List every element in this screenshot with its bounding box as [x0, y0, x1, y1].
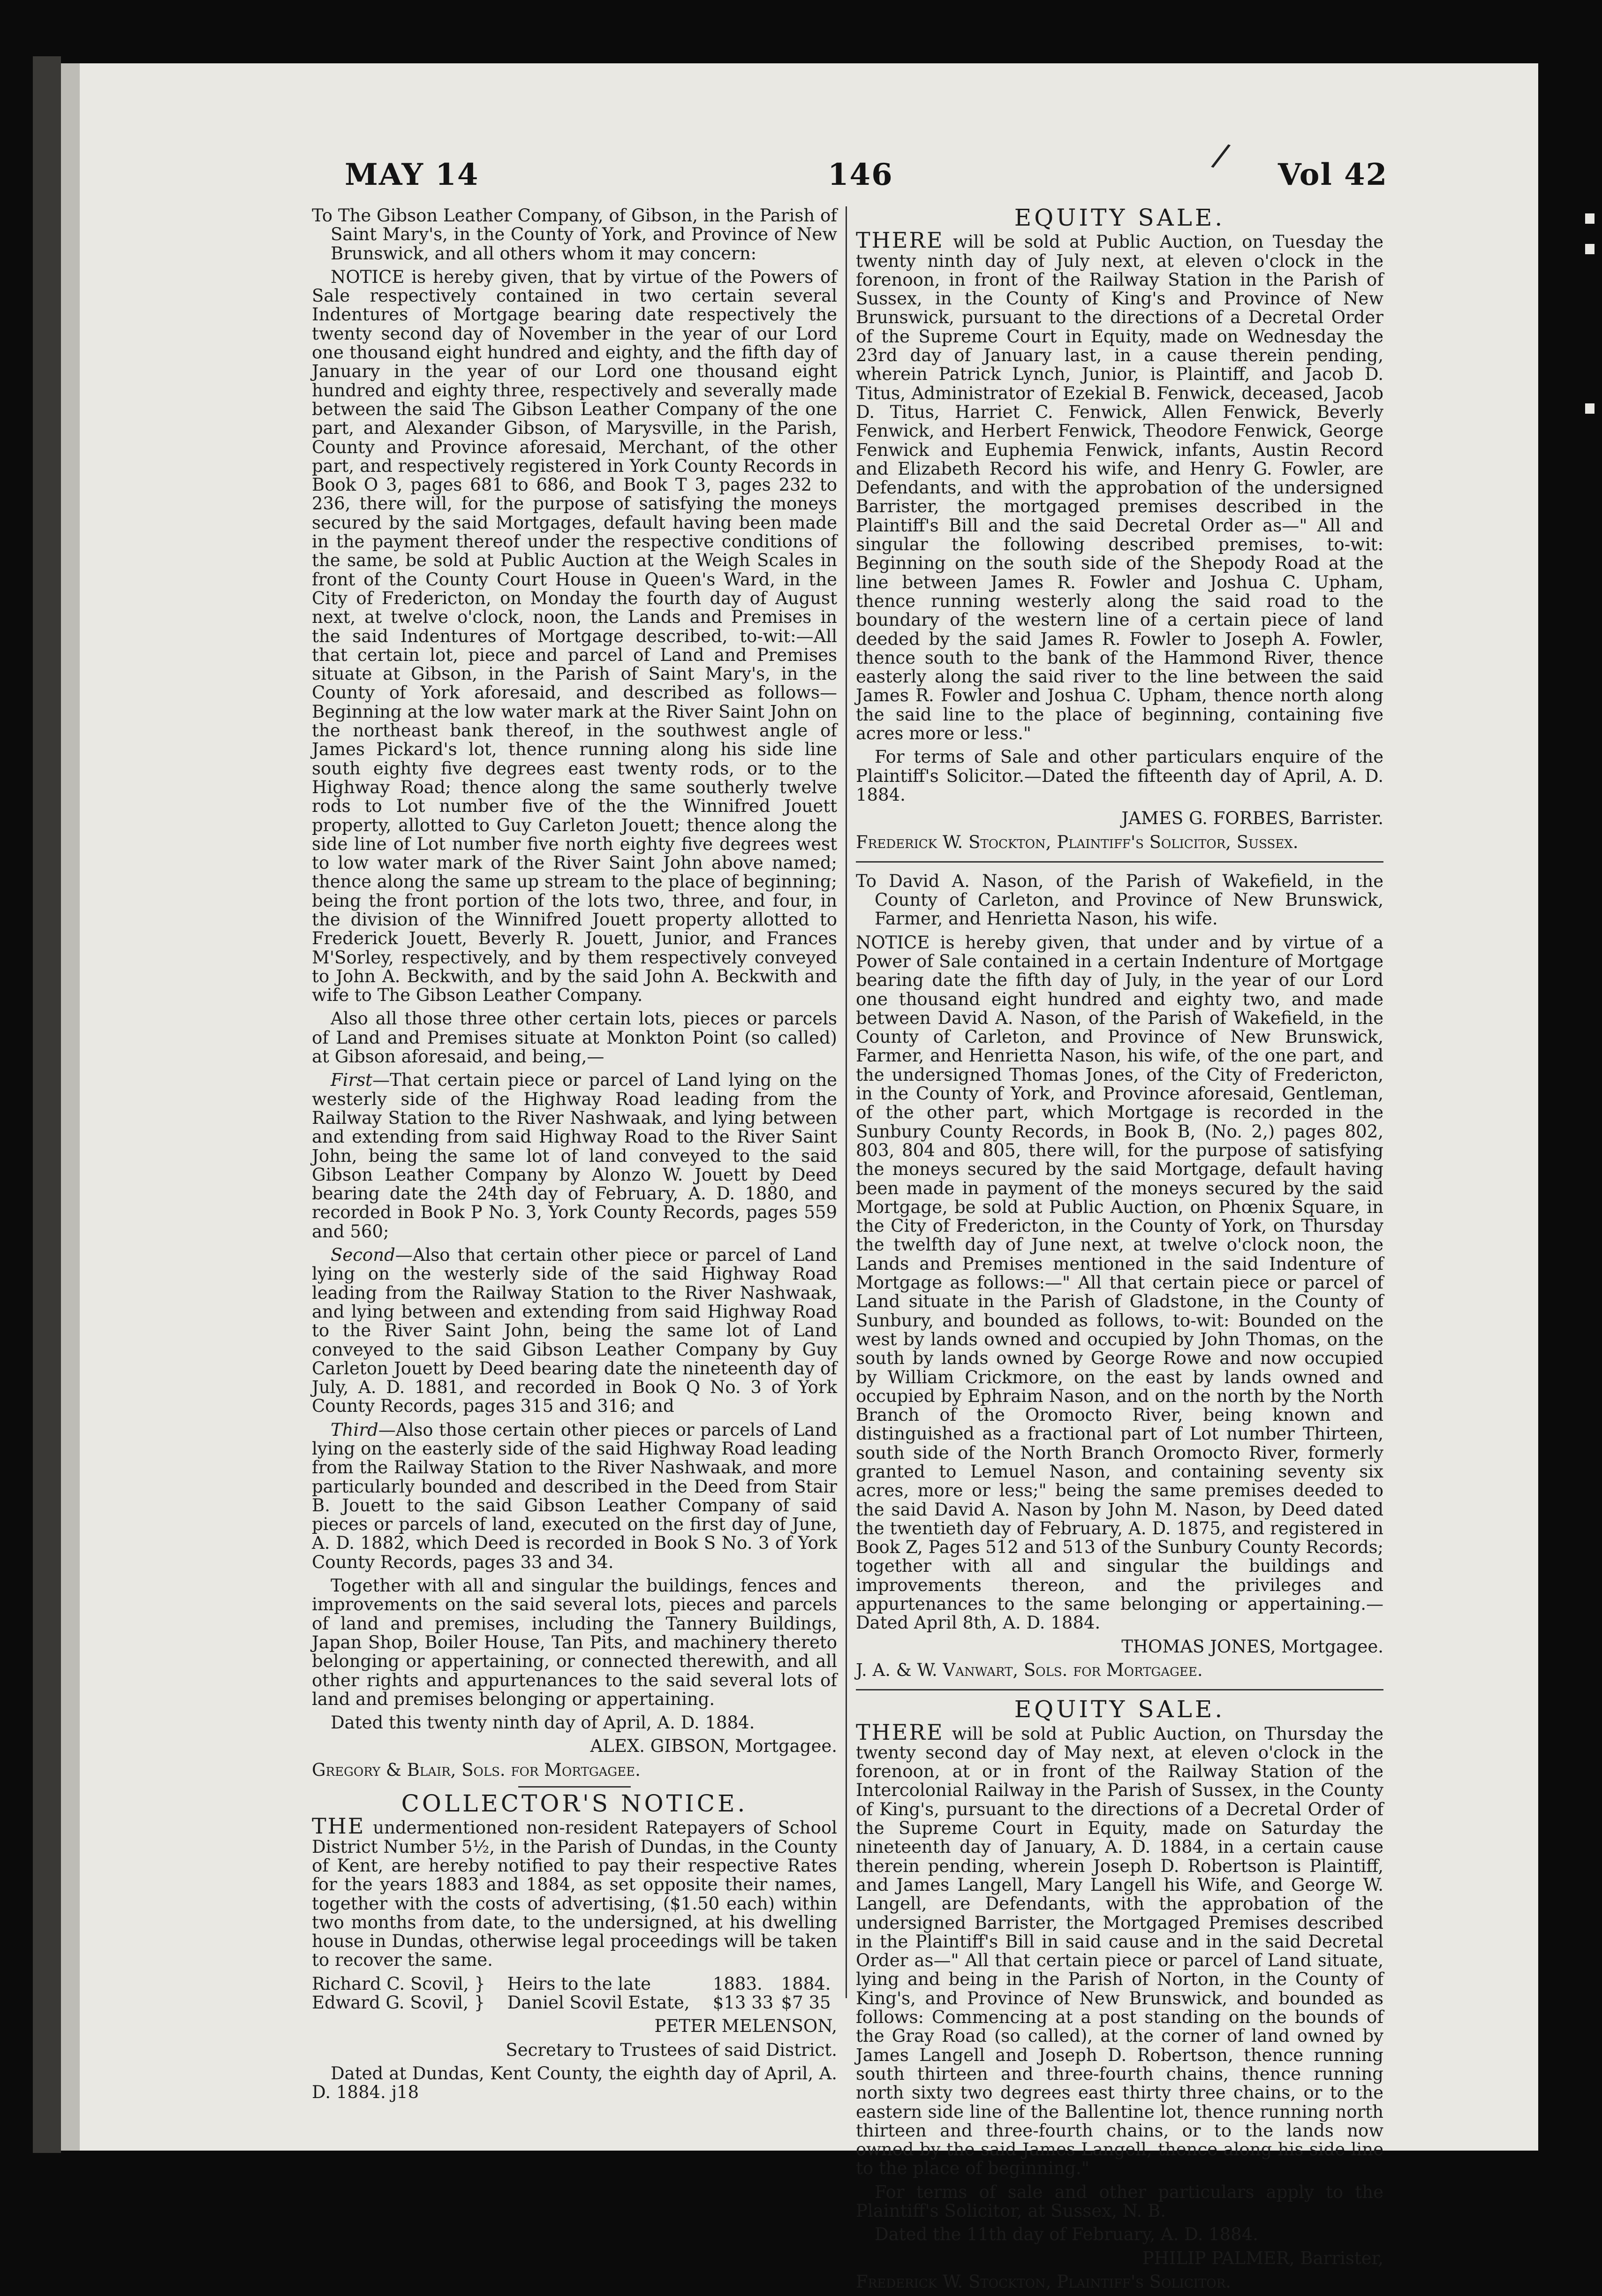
equity-sale-1-title: EQUITY SALE.: [1014, 204, 1225, 231]
rate-1884: $7 35: [781, 1993, 831, 2013]
equity-sale-1-terms: For terms of Sale and other particulars enquire of the Plaintiff's Solicitor.—Dated the fifteenth day of April, A. D. 1884.: [856, 747, 1383, 805]
gibson-second-lot: [312, 1246, 837, 1416]
equity-sale-2-text: will be sold at Public Auction, on Thursday the twenty second day of May next, at eleven o'clock in the forenoon, at or in front of the Railway Station of the Intercolonial Railway in the Parish of Sussex, in the County of King's, pursuant to the directions of a Decretal Order of the Supreme Court in Equity, made on Saturday the nineteenth day of January, A. D. 1884, in a certain cause therein pending, wherein Joseph D. Robertson is Plaintiff, and James Langell, Mary Langell his Wife, and George W. Langell, are Defendants, with the approbation of the undersigned Barrister, the Mortgaged Premises described in the Plaintiff's Bill in said cause and in the said Decretal Order as—" All that certain piece or parcel of Land situate, lying and being in the Parish of Norton, in the County of King's, and Province of New Brunswick, and bounded as follows: Commencing at a post standing on the bounds of the Gray Road (so called), at the corner of land owned by James Langell and Joseph D. Robertson, thence running south thirteen and three-fourth chains, thence running north sixty two degrees east thirty three chains, or to the eastern side line of the Ballentine lot, thence running north thirteen and three-fourth chains, or to the lands now owned by the said James Langell, thence along his side line to the place of beginning.": [856, 1723, 1383, 2179]
header-page-number: 146: [828, 157, 893, 192]
equity-sale-1-first-word: THERE: [856, 227, 944, 253]
gibson-notice: NOTICE is hereby given, that by virtue of the Powers of Sale respectively contained in two certain several Indentures of Mortgage bearing date respectively the twenty second day of November in the year of our Lord one thousand eight hundred and eighty, and the fifth day of January in the year of our Lord one thousand eight hundred and eighty three, respectively and severally made between the said The Gibson Leather Company of the one part, and Alexander Gibson, of Marysville, in the Parish, County and Province aforesaid, Merchant, of the other part, and respectively registered in York County Records in Book O 3, pages 681 to 686, and Book T 3, pages 232 to 236, there will, for the purpose of satisfying the moneys secured by the said Mortgages, default having been made in the payment thereof under the respective conditions of the same, be sold at Public Auction at the Weigh Scales in front of the County Court House in Queen's Ward, in the City of Fredericton, on Monday the fourth day of August next, at twelve o'clock, noon, the Lands and Premises in the said Indentures of Mortgage described, to-wit:—All that certain lot, piece and parcel of Land and Premises situate at Gibson, in the Parish of Saint Mary's, in the County of York aforesaid, and described as follows—Beginning at the low water mark at the River Saint John on the northeast bank thereof, in the southwest angle of James Pickard's lot, thence running along his side line south eighty five degrees east twenty rods, or to the Highway Road; thence along the same southerly twelve rods to Lot number five of the the Winnifred Jouett property, allotted to Guy Carleton Jouett; thence along the side line of Lot number five north eighty five degrees west to low water mark of the River Saint John above named; thence along the same up stream to the place of beginning; being the front portion of the lots two, three, and four, in the division of the Winnifred Jouett property allotted to Frederick Jouett, Beverly R. Jouett, Junior, and Frances M'Sorley, respectively, and by them respectively conveyed to John A. Beckwith, and by the said John A. Beckwith and wife to The Gibson Leather Company.: [312, 266, 837, 1006]
equity-sale-2-terms: For terms of sale and other particulars apply to the Plaintiff's Solicitor, at Sussex, N. B.: [856, 2182, 1383, 2221]
collector-text: undermentioned non-resident Ratepayers of School District Number 5½, in the Parish of Dundas, in the County of Kent, are hereby notified to pay their respective Rates for the years 1883 and 1884, as set opposite their names, together with the costs of advertising, ($1.50 each) within two months from date, to the undersigned, at his dwelling house in Dundas, otherwise legal proceedings will be taken to recover the same.: [312, 1818, 837, 1970]
first-label: First: [331, 1070, 373, 1091]
collector-dated: [312, 2064, 837, 2102]
second-text: —Also that certain other piece or parcel of Land lying on the westerly side of the said Highway Road leading from the Railway Station to the River Nashwaak, and lying between and extending from said Highway Road to the River Saint John, being the same lot of Land conveyed to the said Gibson Leather Company by Guy Carleton Jouett by Deed bearing date the nineteenth day of July, A. D. 1881, and recorded in Book Q No. 3 of York County Records, pages 315 and 316; and: [312, 1245, 837, 1417]
equity-sale-2-body: [856, 1719, 1383, 2179]
ratepayer-description: Daniel Scovil Estate,: [507, 1993, 690, 2013]
adjacent-page-edge: [1585, 403, 1594, 414]
left-column: [312, 206, 837, 2107]
equity-sale-1-signer: JAMES G. FORBES, Barrister.: [1121, 808, 1383, 829]
equity-sale-1-solicitor: Frederick W. Stockton, Plaintiff's Solicitor, Sussex.: [856, 832, 1299, 852]
column-divider: [846, 206, 847, 1998]
header-volume: Vol 42: [1278, 157, 1388, 192]
equity-sale-2-first-word: THERE: [856, 1719, 944, 1745]
gibson-signer: ALEX. GIBSON, Mortgagee.: [590, 1736, 837, 1757]
table-row: [312, 1993, 837, 2012]
right-column: [856, 206, 1383, 2296]
gibson-dated: Dated this twenty ninth day of April, A. D. 1884.: [331, 1713, 755, 1733]
section-rule: [856, 861, 1383, 863]
collector-notice: [312, 1813, 837, 1970]
equity-sale-1-body: [856, 227, 1383, 744]
ratepayers-table: [312, 1975, 837, 2013]
page-gutter-shadow: [61, 63, 80, 2151]
nason-solicitors: J. A. & W. Vanwart, Sols. for Mortgagee.: [856, 1659, 1203, 1680]
equity-sale-2-solicitor: Frederick W. Stockton, Plaintiff's Solicitor.: [856, 2271, 1232, 2292]
nason-signer: THOMAS JONES, Mortgagee.: [1121, 1636, 1383, 1657]
equity-sale-2-dated: Dated the 11th day of February, A. D. 1884.: [875, 2224, 1259, 2245]
pencil-mark: /: [1209, 135, 1233, 175]
collector-title: COLLECTOR'S NOTICE.: [401, 1790, 748, 1818]
gibson-also-lots: Also all those three other certain lots, pieces or parcels of Land and Premises situate at Monkton Point (so called) at Gibson aforesaid, and being,—: [312, 1008, 837, 1067]
table-row: [312, 1975, 837, 1993]
section-rule: [856, 1689, 1383, 1690]
gibson-third-lot: [312, 1421, 837, 1572]
third-text: —Also those certain other pieces or parcels of Land lying on the easterly side of the said Highway Road leading from the Railway Station to the River Nashwaak, and more particularly bounded and described in the Deed from Stair B. Jouett to the said Gibson Leather Company of said pieces or parcels of land, executed on the first day of June, A. D. 1882, which Deed is recorded in Book S No. 3 of York County Records, pages 33 and 34.: [312, 1419, 837, 1572]
gibson-first-lot: [312, 1071, 837, 1241]
first-text: —That certain piece or parcel of Land lying on the westerly side of the Highway Road leading from the Railway Station to the River Nashwaak, and lying between and extending from said Highway Road to the River Saint John, being the same lot of land conveyed to the said Gibson Leather Company by Alonzo W. Jouett by Deed bearing date the 24th day of February, A. D. 1880, and recorded in Book P No. 3, York County Records, pages 559 and 560;: [312, 1070, 837, 1242]
nason-addressee: To David A. Nason, of the Parish of Wakefield, in the County of Carleton, and Province of New Brunswick, Farmer, and Henrietta Nason, his wife.: [856, 871, 1383, 929]
rate-1883: 1883.: [712, 1973, 763, 1994]
equity-sale-1-text: will be sold at Public Auction, on Tuesday the twenty ninth day of July next, at eleven o'clock in the forenoon, in front of the Railway Station in the Parish of Sussex, in the County of King's and Province of New Brunswick, pursuant to the directions of a Decretal Order of the Supreme Court in Equity, made on Wednesday the 23rd day of January last, in a cause therein pending, wherein Patrick Lynch, Junior, is Plaintiff, and Jacob D. Titus, Administrator of Ezekial B. Fenwick, deceased, Jacob D. Titus, Harriet C. Fenwick, Allen Fenwick, Beverly Fenwick, and Herbert Fenwick, Theodore Fenwick, George Fenwick and Euphemia Fenwick, infants, Austin Record and Elizabeth Record his wife, and Henry G. Fowler, are Defendants, and with the approbation of the undersigned Barrister, the mortgaged premises described in the Plaintiff's Bill and the said Decretal Order as—" All and singular the following described premises, to-wit: Beginning on the south side of the Shepody Road at the line between James R. Fowler and Joshua C. Upham, thence running westerly along the said road to the boundary of the western line of a certain piece of land deeded by the said James R. Fowler to Joseph A. Fowler, thence south to the bank of the Hammond River, thence easterly along the said river to the line between the said James R. Fowler and Joshua C. Upham, thence north along the said line to the place of beginning, containing five acres more or less.": [856, 232, 1383, 744]
collector-signer: PETER MELENSON,: [654, 2016, 837, 2037]
nason-notice: NOTICE is hereby given, that under and by virtue of a Power of Sale contained in a certain Indenture of Mortgage bearing date the fifth day of July, in the year of our Lord one thousand eight hundred and eighty two, and made between David A. Nason, of the Parish of Wakefield, in the County of Carleton, and Province of New Brunswick, Farmer, and Henrietta Nason, his wife, of the one part, and the undersigned Thomas Jones, of the City of Fredericton, in the County of York, and Province aforesaid, Gentleman, of the other part, which Mortgage is recorded in the Sunbury County Records, in Book B, (No. 2,) pages 802, 803, 804 and 805, there will, for the purpose of satisfying the moneys secured by the said Mortgage, default having been made in payment of the moneys secured by the said Mortgage, be sold at Public Auction, on Phœnix Square, in the City of Fredericton, in the County of York, on Thursday the twelfth day of June next, at twelve o'clock noon, the Lands and Premises mentioned in the said Indenture of Mortgage as follows:—" All that certain piece or parcel of Land situate in the Parish of Gladstone, in the County of Sunbury, and bounded as follows, to-wit: Bounded on the west by lands owned and occupied by John Thomas, on the south by lands owned by George Rowe and now occupied by William Crickmore, on the east by lands owned and occupied by Ephraim Nason, and on the north by the North Branch of the Oromocto River, being known and distinguished as a fractional part of Lot number Thirteen, south side of the North Branch Oromocto River, formerly granted to Lemuel Nason, and containing seventy six acres, more or less;" being the same premises deeded to the said David A. Nason by John M. Nason, by Deed dated the twentieth day of February, A. D. 1875, and registered in Book Z, Pages 512 and 513 of the Sunbury County Records; together with all and singular the buildings and improvements thereon, and the privileges and appurtenances to the same belonging or appertaining.—Dated April 8th, A. D. 1884.: [856, 932, 1383, 1633]
gibson-addressee: To The Gibson Leather Company, of Gibson, in the Parish of Saint Mary's, in the County of York, and Province of New Brunswick, and all others whom it may concern:: [312, 205, 837, 264]
collector-first-word: THE: [312, 1813, 365, 1839]
ratepayer-name: Richard C. Scovil, }: [312, 1973, 485, 1994]
gibson-together: Together with all and singular the buildings, fences and improvements on the said several lots, pieces and parcels of land and premises, including the Tannery Buildings, Japan Shop, Boiler House, Tan Pits, and machinery thereto belonging or appertaining, or connected therewith, and all other rights and appurtenances to the said several lots of land and premises belonging or appertaining.: [312, 1576, 837, 1709]
book-spine: [33, 56, 61, 2153]
equity-sale-2-signer: PHILIP PALMER, Barrister,: [1142, 2248, 1383, 2268]
rate-1883: $13 33: [712, 1993, 774, 2013]
adjacent-page-edge: [1585, 244, 1594, 254]
collector-code: j18: [391, 2082, 419, 2103]
header-date: MAY 14: [345, 157, 479, 192]
third-label: Third: [331, 1419, 378, 1440]
gibson-solicitors: Gregory & Blair, Sols. for Mortgagee.: [312, 1759, 641, 1780]
ratepayer-name: Edward G. Scovil, }: [312, 1993, 485, 2013]
collector-dated-text: Dated at Dundas, Kent County, the eighth day of April, A. D. 1884.: [312, 2063, 837, 2103]
ratepayer-description: Heirs to the late: [507, 1973, 651, 1994]
collector-role: Secretary to Trustees of said District.: [506, 2039, 837, 2060]
rate-1884: 1884.: [781, 1973, 831, 1994]
adjacent-page-edge: [1585, 213, 1594, 224]
second-label: Second: [331, 1245, 395, 1265]
section-rule: [518, 1786, 631, 1788]
equity-sale-2-title: EQUITY SALE.: [1014, 1696, 1225, 1723]
